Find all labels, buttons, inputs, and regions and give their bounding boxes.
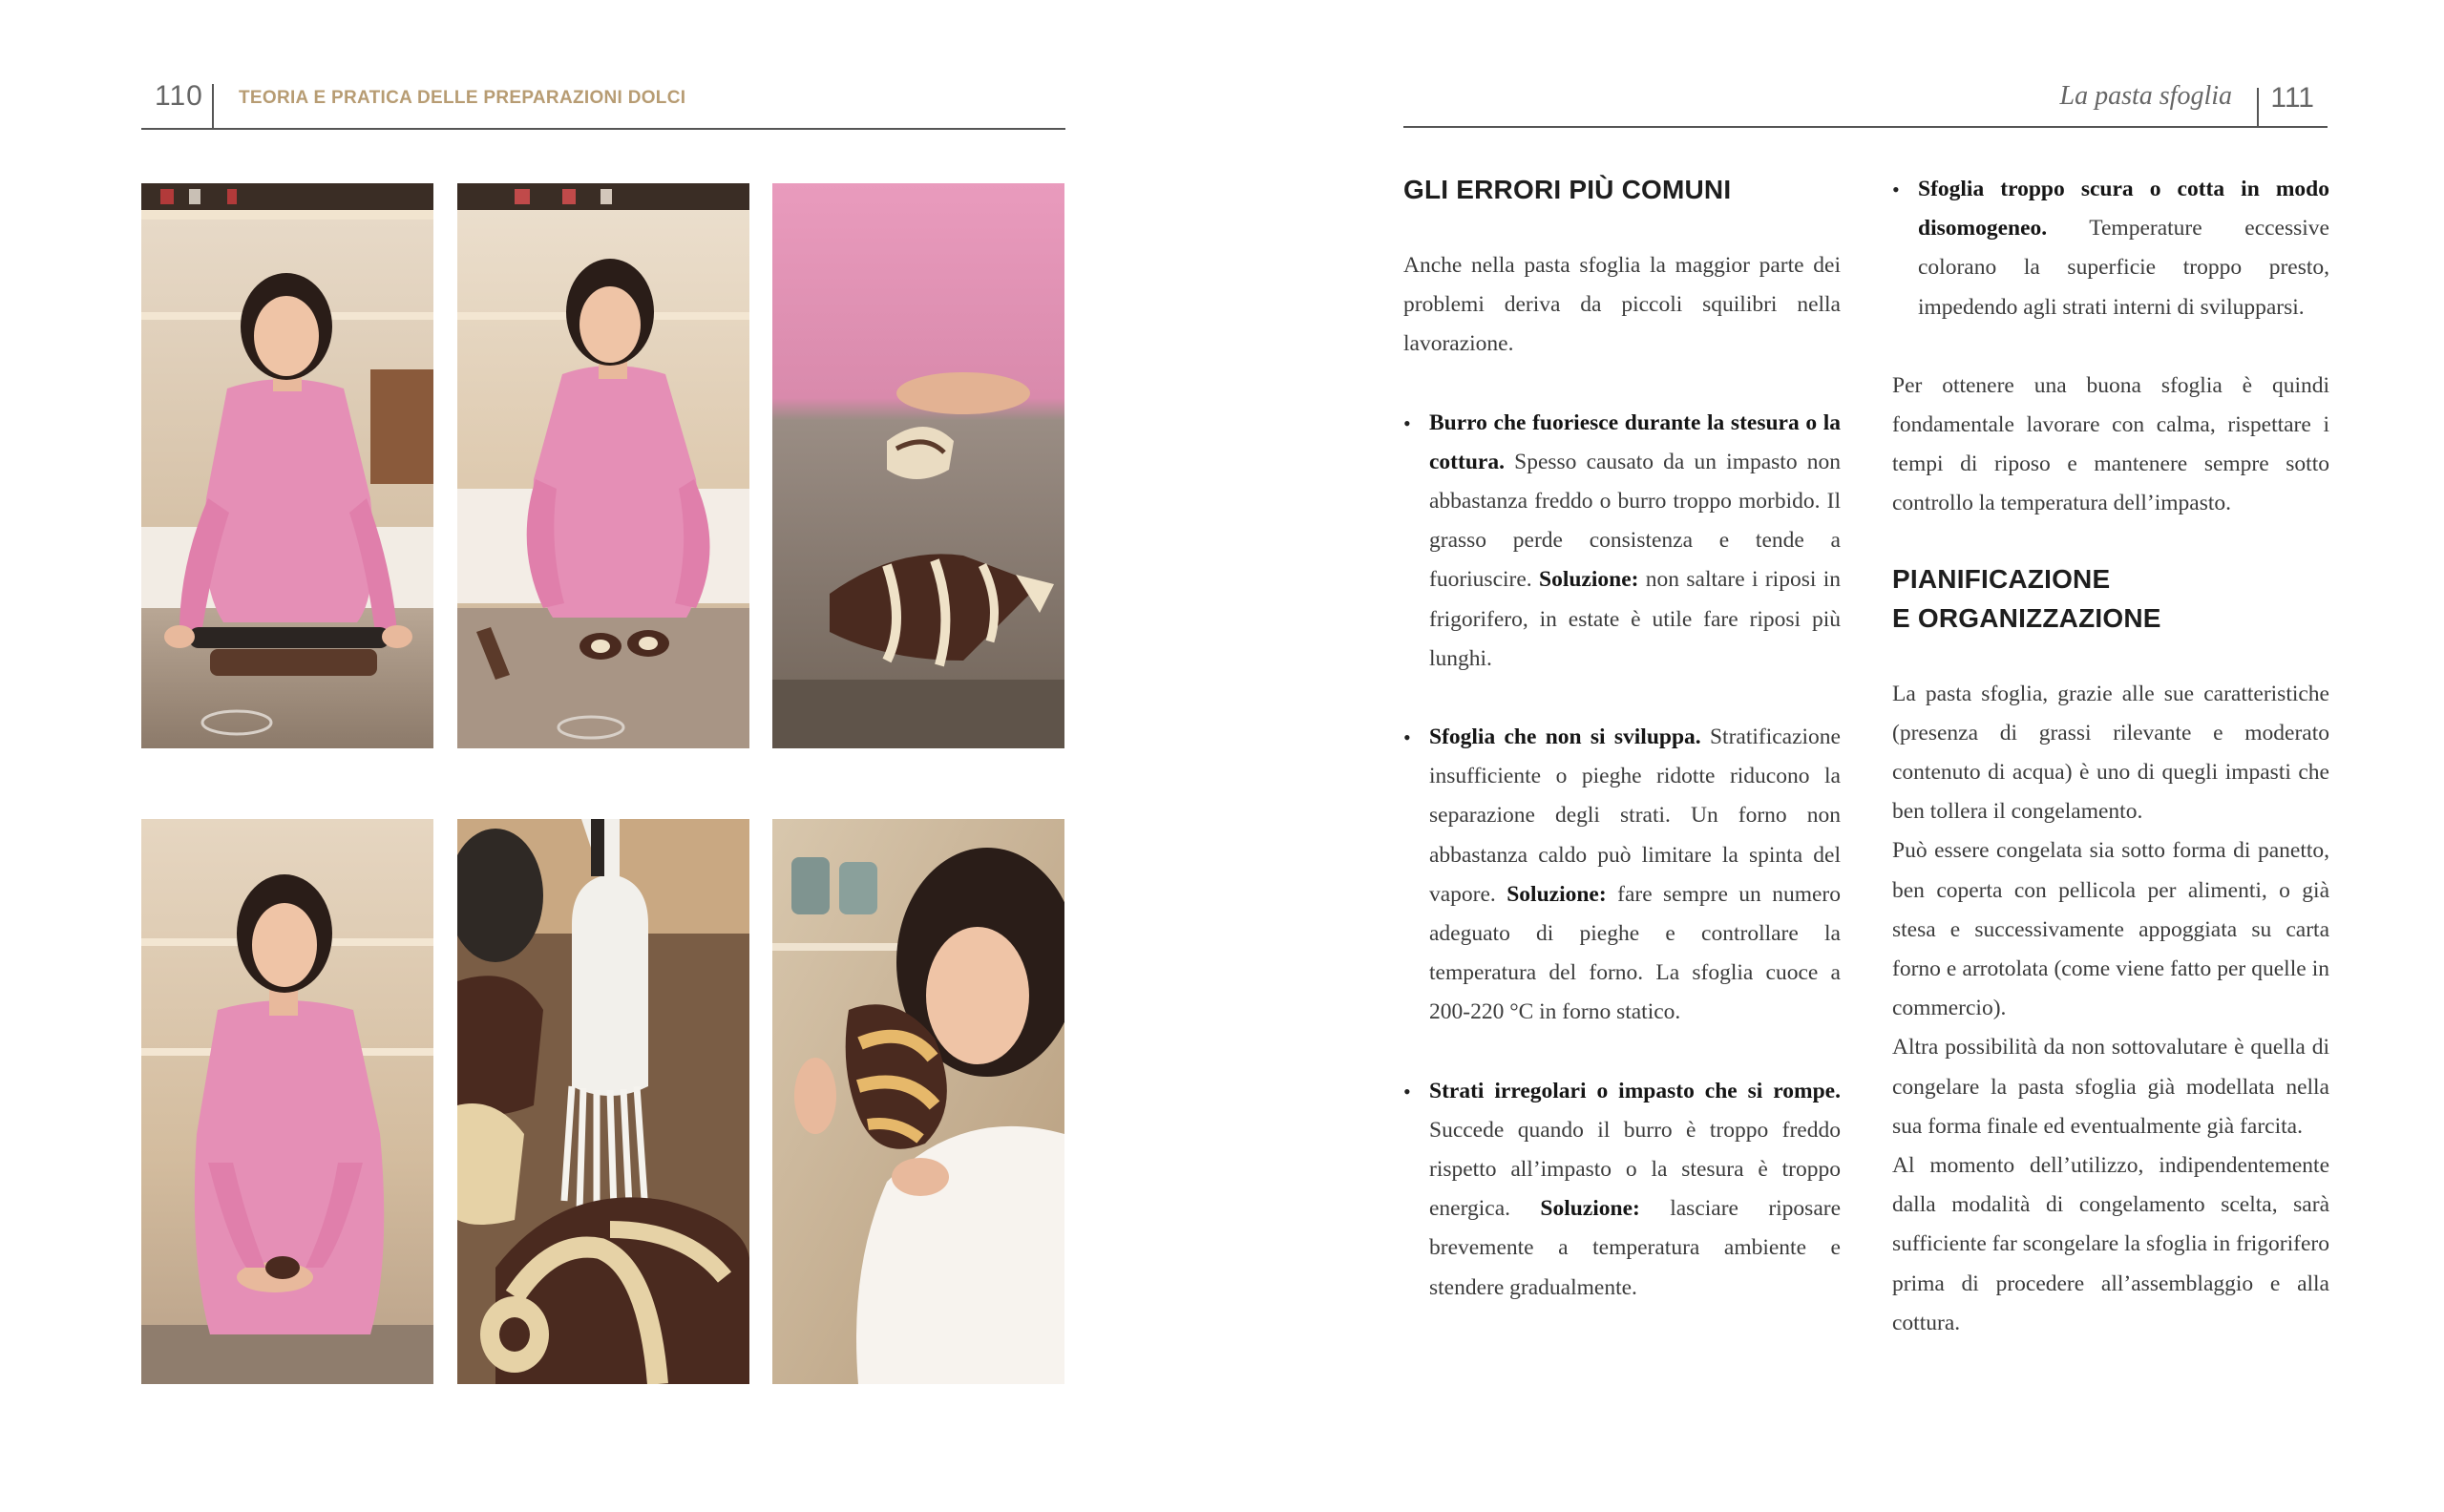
photo-brushing-pastry [457, 819, 749, 1384]
photo-woman-holding-pastry [141, 819, 433, 1384]
solution-text: lasciare riposare brevemente a temperatura ambiente e stendere gradualmente. [1429, 1196, 1842, 1300]
planning-paragraph: Al momento dell’utilizzo, indipendentemente dalla modalità di congelamento scelta, sarà sufficiente far scongelare la sfoglia in frigorifero prima di procedere all’assemblaggio e alla cottura. [1892, 1153, 2329, 1335]
section-title-errors: GLI ERRORI PIÙ COMUNI [1403, 175, 1732, 204]
error-title: Burro che fuoriesce durante la stesura o la cottura. [1429, 410, 1841, 474]
error-title: Sfoglia che non si sviluppa. [1429, 724, 1701, 750]
error-title: Sfoglia troppo scura o cotta in modo disomogeneo. [1918, 177, 2329, 242]
solution-text: fare sempre un numero adeguato di pieghe e controllare la temperatura del forno. La sfoglia cuoce a 200-220 °C in forno statico. [1429, 881, 1841, 1025]
solution-label: Soluzione: [1540, 1196, 1640, 1222]
error-item-too-dark [1892, 170, 2329, 327]
error-text: Succede quando il burro è troppo freddo rispetto all’impasto o la stesura è troppo energica. [1429, 1117, 1841, 1222]
text-column-2 [1892, 170, 2329, 1343]
error-item-irregular-layers [1403, 1072, 1841, 1308]
solution-label: Soluzione: [1539, 567, 1639, 593]
photo-woman-rolling-dough [141, 183, 433, 748]
text-column-1 [1403, 170, 1841, 1308]
intro-paragraph: Anche nella pasta sfoglia la maggior parte dei problemi deriva da piccoli squilibri nella lavorazione. [1403, 253, 1841, 357]
error-text: Temperature eccessive colorano la superficie troppo presto, impedendo agli strati interni di svilupparsi. [1918, 216, 2329, 320]
section-title-line: E ORGANIZZAZIONE [1892, 602, 2161, 633]
photo-woman-showing-croissant-icon [772, 819, 1064, 1384]
right-running-head: La pasta sfoglia [2059, 81, 2232, 111]
header-divider [2257, 88, 2259, 128]
error-text: Spesso causato da un impasto non abbastanza freddo o burro troppo morbido. Il grasso perde consistenza e tende a fuoriuscire. [1429, 449, 1841, 593]
photo-woman-rolling-dough-icon [141, 183, 433, 748]
photo-cornet-pastry-closeup-icon [772, 183, 1064, 748]
left-page-header [141, 78, 1065, 130]
photo-brushing-pastry-icon [457, 819, 749, 1384]
conclusion-paragraph: Per ottenere una buona sfoglia è quindi fondamentale lavorare con calma, rispettare i tempi di riposo e mantenere sempre sotto controllo la temperatura dell’impasto. [1892, 372, 2329, 516]
section-title-line: PIANIFICAZIONE [1892, 563, 2111, 594]
header-divider [212, 84, 214, 128]
photo-woman-showing-croissant [772, 819, 1064, 1384]
planning-paragraph: Altra possibilità da non sottovalutare è quella di congelare la pasta sfoglia già modellata nella sua forma finale ed eventualmente già farcita. [1892, 1035, 2329, 1139]
photo-woman-shaping-cornets [457, 183, 749, 748]
error-text: Stratificazione insufficiente o pieghe ridotte riducono la separazione degli strati. Un forno non abbastanza caldo può limitare la spinta del vapore. [1429, 724, 1841, 907]
left-running-head: TEORIA E PRATICA DELLE PREPARAZIONI DOLCI [239, 88, 686, 108]
photo-woman-holding-pastry-icon [141, 819, 433, 1384]
error-item-butter [1403, 404, 1841, 679]
section-title-planning [1892, 559, 2329, 638]
right-page-number: 111 [2270, 82, 2314, 114]
photo-woman-shaping-cornets-icon [457, 183, 749, 748]
error-title: Strati irregolari o impasto che si rompe. [1429, 1078, 1841, 1103]
error-item-no-rise [1403, 718, 1841, 1033]
planning-paragraph: Può essere congelata sia sotto forma di panetto, ben coperta con pellicola per alimenti, o già stesa e successivamente appoggiata su carta forno e arrotolata (come viene fatto per quelle in commercio). [1892, 838, 2329, 1021]
solution-label: Soluzione: [1506, 881, 1607, 907]
left-page-number: 110 [155, 80, 203, 112]
planning-paragraph: La pasta sfoglia, grazie alle sue caratteristiche (presenza di grassi rilevante e moderato contenuto di acqua) è uno di quegli impasti che ben tollera il congelamento. [1892, 681, 2329, 825]
solution-text: non saltare i riposi in frigorifero, in estate è utile fare riposi più lunghi. [1429, 567, 1841, 671]
right-page-header [1403, 78, 2328, 128]
photo-cornet-pastry-closeup [772, 183, 1064, 748]
